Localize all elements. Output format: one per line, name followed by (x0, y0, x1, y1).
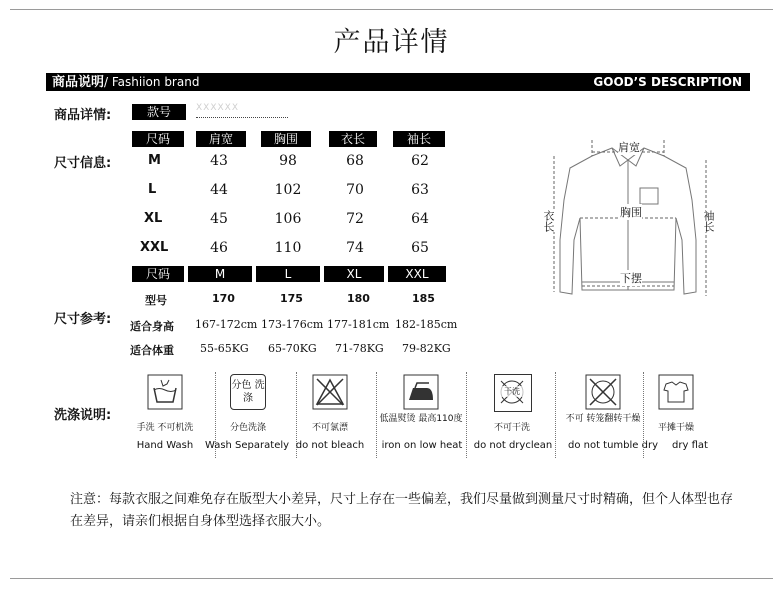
ref-cell: 177-181cm (327, 318, 390, 331)
size-cell: 68 (346, 153, 364, 169)
ref-cell: 65-70KG (268, 342, 317, 355)
ref-row-label: 型号 (145, 294, 167, 307)
size-info-label: 尺寸信息: (54, 156, 112, 171)
size-cell: 46 (210, 240, 228, 256)
size-row-label: L (148, 182, 157, 197)
wash-en: Wash Separately (204, 440, 290, 451)
page-title: 产品详情 (333, 27, 450, 58)
size-cell: 70 (346, 182, 364, 198)
size-ref-label: 尺寸参考: (54, 312, 112, 327)
wash-label: 洗涤说明: (54, 408, 112, 423)
ref-cell: 185 (412, 292, 435, 305)
dry-flat-icon (658, 374, 694, 410)
size-cell: 64 (411, 211, 429, 227)
size-cell: 110 (274, 240, 302, 256)
diagram-shoulder-label: 肩宽 (618, 141, 640, 154)
banner-left-bold: 商品说明 (52, 75, 105, 90)
banner-left-rest: / Fashiion brand (104, 75, 200, 89)
diagram-hem-label: 下摆 (620, 272, 642, 285)
size-cell: 44 (210, 182, 228, 198)
top-divider (10, 9, 773, 10)
ref-cell: 173-176cm (261, 318, 324, 331)
size-header-4: 袖长 (393, 131, 445, 147)
size-row-label: XXL (140, 240, 169, 255)
no-dryclean-icon (494, 374, 532, 412)
size-note: 注意：每款衣服之间难免存在版型大小差异，尺寸上存在一些偏差，我们尽量做到测量尺寸时精确，但个人体型也存在差异，请亲们根据自身体型选择衣服大小。 (70, 492, 734, 529)
ref-cell: 170 (212, 292, 235, 305)
size-cell: 74 (346, 240, 364, 256)
pocket (640, 188, 658, 204)
wash-cn: 不可氯漂 (311, 423, 348, 433)
item-no-chip: 款号 (132, 104, 186, 120)
wash-en: iron on low heat (381, 440, 463, 451)
wash-en: do not dryclean (473, 440, 553, 451)
bottom-divider (10, 578, 773, 579)
icon-divider (555, 372, 556, 458)
size-cell: 65 (411, 240, 429, 256)
item-no-value: XXXXXX (196, 103, 239, 113)
size-cell: 45 (210, 211, 228, 227)
detail-label: 商品详情: (54, 108, 112, 123)
ref-cell: 175 (280, 292, 303, 305)
hand-wash-icon (147, 374, 183, 410)
size-row-label: XL (144, 211, 163, 226)
ref-cell: 180 (347, 292, 370, 305)
size-cell: 43 (210, 153, 228, 169)
item-no-underline (196, 117, 288, 118)
wash-cn: 不可 转笼翻转干燥 (565, 414, 641, 424)
diagram-length-label: 衣长 (542, 210, 555, 232)
wash-cn: 手洗 不可机洗 (136, 423, 194, 433)
ref-row-label: 适合体重 (130, 344, 174, 357)
size-cell: 106 (274, 211, 302, 227)
wash-en: do not bleach (295, 440, 365, 451)
size-header-1: 肩宽 (196, 131, 246, 147)
iron-icon (403, 374, 439, 410)
size-header-3: 衣长 (329, 131, 377, 147)
wash-cn: 不可干洗 (493, 423, 530, 433)
wash-cn: 平摊干燥 (657, 423, 694, 433)
size-cell: 62 (411, 153, 429, 169)
ref-header-3: XL (324, 266, 384, 282)
ref-row-label: 适合身高 (130, 320, 174, 333)
wash-en: dry flat (672, 440, 708, 451)
ref-header-2: L (256, 266, 320, 282)
size-header-2: 胸围 (261, 131, 311, 147)
size-cell: 102 (274, 182, 302, 198)
ref-header-4: XXL (388, 266, 446, 282)
size-row-label: M (148, 153, 161, 168)
wash-cn: 分色洗涤 (229, 423, 266, 433)
ref-header-1: M (188, 266, 252, 282)
no-tumble-dry-icon (585, 374, 621, 410)
size-cell: 98 (279, 153, 297, 169)
diagram-sleeve-label: 袖长 (702, 210, 715, 232)
diagram-chest-label: 胸围 (620, 206, 642, 219)
ref-cell: 79-82KG (402, 342, 451, 355)
ref-cell: 182-185cm (395, 318, 458, 331)
section-banner (46, 73, 750, 91)
ref-cell: 167-172cm (195, 318, 258, 331)
size-cell: 63 (411, 182, 429, 198)
wash-en: Hand Wash (136, 440, 194, 451)
ref-cell: 55-65KG (200, 342, 249, 355)
ref-header-0: 尺码 (132, 266, 184, 282)
banner-left (52, 73, 199, 92)
size-header-0: 尺码 (132, 131, 184, 147)
no-dryclean-inner: 干洗 (495, 386, 529, 397)
wash-en: do not tumble dry (567, 440, 659, 451)
wash-separately-icon: 分色 洗涤 (230, 374, 266, 410)
ref-cell: 71-78KG (335, 342, 384, 355)
wash-cn: 低温熨烫 最高110度 (379, 414, 463, 424)
banner-right: GOOD’S DESCRIPTION (593, 75, 742, 89)
no-bleach-icon (312, 374, 348, 410)
size-cell: 72 (346, 211, 364, 227)
